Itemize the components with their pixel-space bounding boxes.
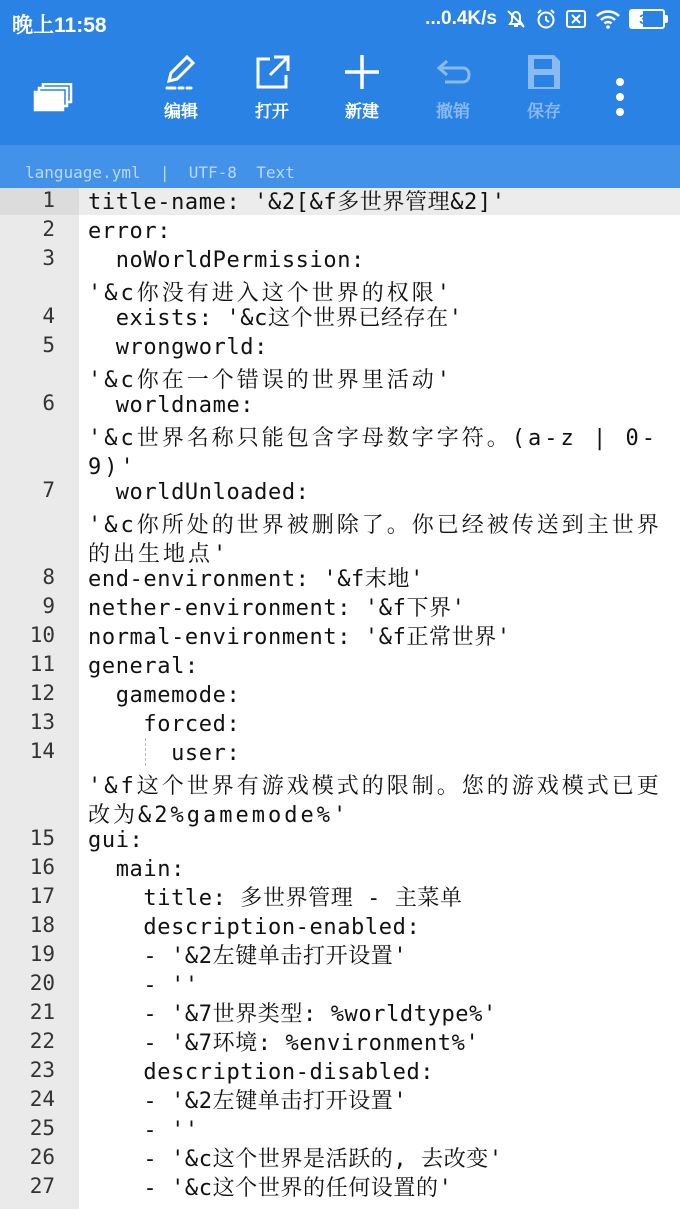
code-text: title-name: '&2[&f多世界管理&2]'	[88, 190, 506, 215]
file-mode: Text	[256, 163, 295, 182]
code-text: '&c你在一个错误的世界里活动'	[88, 368, 453, 393]
undo-button[interactable]	[418, 53, 488, 122]
battery-icon: 38	[629, 9, 668, 29]
edit-button[interactable]	[146, 53, 216, 122]
line-number: 21	[29, 1000, 55, 1024]
floppy-disk-icon	[524, 53, 564, 91]
code-text: - '&2左键单击打开设置'	[88, 944, 408, 969]
code-text: normal-environment: '&f正常世界'	[88, 625, 511, 650]
line-number: 13	[29, 710, 55, 734]
status-icons	[425, 8, 668, 30]
code-text: - ''	[88, 973, 199, 998]
undo-label: 撤销	[436, 102, 470, 122]
code-text: user:	[88, 741, 241, 766]
code-text: nether-environment: '&f下界'	[88, 596, 466, 621]
line-number: 19	[29, 942, 55, 966]
code-text: error:	[88, 219, 172, 244]
line-number: 5	[42, 333, 55, 357]
code-text: title: 多世界管理 - 主菜单	[88, 886, 463, 911]
code-editor[interactable]	[0, 188, 680, 1209]
line-number: 27	[29, 1174, 55, 1198]
info-separator: |	[159, 163, 170, 182]
undo-icon	[433, 53, 473, 91]
code-text: - '&7环境: %environment%'	[88, 1031, 480, 1056]
line-number: 20	[29, 971, 55, 995]
line-number: 12	[29, 681, 55, 705]
line-number: 16	[29, 855, 55, 879]
line-number: 4	[42, 304, 55, 328]
code-text: gamemode:	[88, 683, 241, 708]
tabs-button[interactable]	[18, 83, 88, 113]
code-text: '&c你没有进入这个世界的权限'	[88, 281, 453, 306]
open-button[interactable]	[237, 53, 307, 122]
code-text: noWorldPermission:	[88, 248, 365, 273]
line-number: 2	[42, 217, 55, 241]
line-number: 7	[42, 478, 55, 502]
file-info-bar	[0, 145, 680, 188]
line-number: 10	[29, 623, 55, 647]
code-text: gui:	[88, 828, 144, 853]
line-number: 6	[42, 391, 55, 415]
plus-icon	[342, 53, 382, 91]
file-name: language.yml	[25, 163, 141, 182]
wifi-icon	[595, 8, 621, 30]
code-text: main:	[88, 857, 185, 882]
sim-off-icon	[565, 8, 587, 30]
line-number: 3	[42, 246, 55, 270]
code-text: worldname:	[88, 393, 255, 418]
line-number: 9	[42, 594, 55, 618]
code-text: '&c你所处的世界被删除了。你已经被传送到主世界的出生地点'	[88, 513, 662, 567]
line-number: 18	[29, 913, 55, 937]
line-number: 15	[29, 826, 55, 850]
line-number: 25	[29, 1116, 55, 1140]
code-text: worldUnloaded:	[88, 480, 310, 505]
code-text: '&c世界名称只能包含字母数字字符。(a-z | 0-9)'	[88, 426, 658, 480]
code-text: general:	[88, 654, 199, 679]
code-text: - '&c这个世界是活跃的, 去改变'	[88, 1147, 503, 1172]
code-text: '&f这个世界有游戏模式的限制。您的游戏模式已更改为&2%gamemode%'	[88, 774, 662, 828]
code-text: end-environment: '&f末地'	[88, 567, 424, 592]
code-text: - '&c这个世界的任何设置的'	[88, 1176, 453, 1201]
code-text: - '&7世界类型: %worldtype%'	[88, 1002, 497, 1027]
code-text: forced:	[88, 712, 241, 737]
code-text: wrongworld:	[88, 335, 268, 360]
alarm-icon	[535, 8, 557, 30]
line-number: 11	[29, 652, 55, 676]
open-external-icon	[252, 53, 292, 91]
line-number: 17	[29, 884, 55, 908]
file-encoding: UTF-8	[188, 163, 237, 182]
line-number: 14	[29, 739, 55, 763]
status-bar	[0, 0, 680, 45]
line-number: 8	[42, 565, 55, 589]
open-label: 打开	[255, 102, 289, 122]
new-label: 新建	[345, 102, 379, 122]
line-number: 24	[29, 1087, 55, 1111]
toolbar	[0, 45, 680, 145]
pencil-icon	[161, 53, 201, 91]
line-number: 26	[29, 1145, 55, 1169]
code-text: exists: '&c这个世界已经存在'	[88, 306, 463, 331]
more-vertical-icon	[610, 77, 630, 117]
stacked-windows-icon	[33, 83, 73, 113]
network-speed: ...0.4K/s	[425, 8, 497, 29]
code-text: - ''	[88, 1118, 199, 1143]
code-text: - '&2左键单击打开设置'	[88, 1089, 408, 1114]
line-number: 22	[29, 1029, 55, 1053]
mute-bell-icon	[505, 8, 527, 30]
code-text: description-enabled:	[88, 915, 421, 940]
line-number: 23	[29, 1058, 55, 1082]
new-button[interactable]	[327, 53, 397, 122]
save-button[interactable]	[509, 53, 579, 122]
status-time: 晚上11:58	[12, 14, 107, 37]
more-button[interactable]	[585, 77, 655, 117]
code-text: description-disabled:	[88, 1060, 435, 1085]
line-number: 1	[42, 188, 55, 212]
save-label: 保存	[527, 102, 561, 122]
edit-label: 编辑	[164, 102, 198, 122]
